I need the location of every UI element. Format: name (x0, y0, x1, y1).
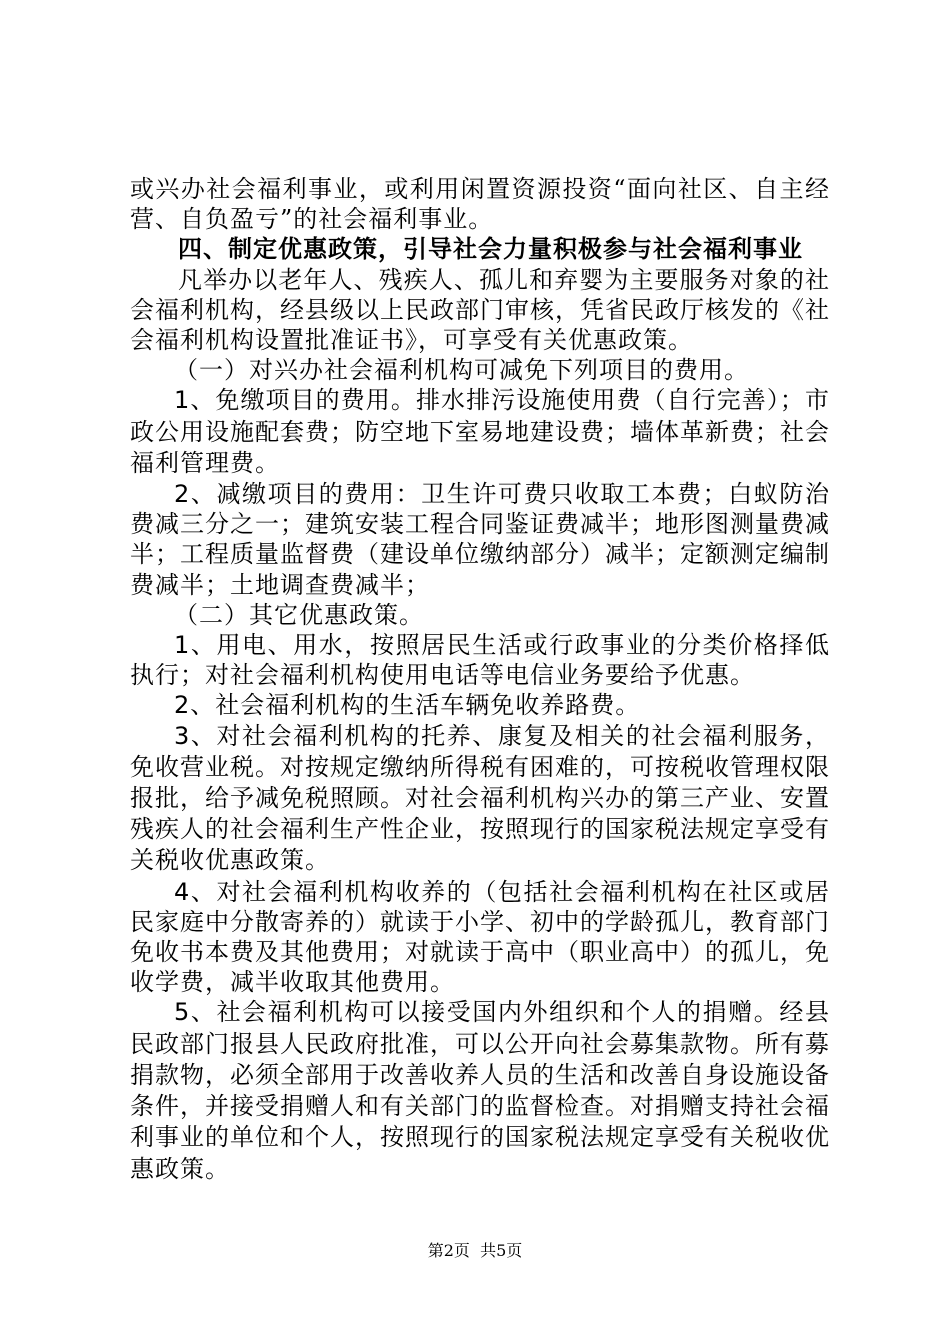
paragraph-text: 2、减缴项目的费用：卫生许可费只收取工本费；白蚁防治费减三分之一；建筑安装工程合同鉴证费减半；地形图测量费减半；工程质量监督费（建设单位缴纳部分）减半；定额测定编制费减半；土地调查费减半； (130, 480, 830, 599)
section-heading-4 (130, 234, 830, 264)
paragraph-tax (130, 721, 830, 877)
subsection-heading-1 (130, 355, 830, 385)
subsection-heading-2 (130, 600, 830, 630)
paragraph-text: 对按规定缴纳所得税有困难的，可按税收管理权限报批，给予减免税照顾。对社会福利机构兴办的第三产业、安置残疾人的社会福利生产性企业，按照现行的国家税法规定享受有关税收优惠政策。 (130, 752, 830, 875)
paragraph-text: 或兴办社会福利事业，或利用闲置资源投资“面向社区、自主经营、自负盈亏”的社会福利事业。 (130, 175, 830, 234)
heading-text: （二）其它优惠政策。 (174, 600, 424, 629)
paragraph-text: 1、用电、用水，按照居民生活或行政事业的分类价格择低执行；对社会福利机构使用电话等电信业务要给予优惠。 (130, 631, 830, 690)
paragraph-text: 排水排污设施使用费（自行完善）；市政公用设施配套费；防空地下室易地建设费；墙体革新费；社会福利管理费。 (130, 386, 830, 477)
item-lead: 3、对社会福利机构的托养、康复及相关的社会福利服务，免收营业税。 (130, 721, 830, 781)
paragraph-intro-continuation (130, 174, 830, 234)
paragraph-text: 2、社会福利机构的生活车辆免收养路费。 (174, 691, 641, 720)
item-lead: 1、免缴项目的费用。 (174, 386, 416, 415)
heading-text: （一）对兴办社会福利机构可减免下列项目的费用。 (174, 356, 749, 385)
paragraph-donations (130, 997, 830, 1184)
item-lead: 5、社会福利机构可以接受国内外组织和个人的捐赠。 (174, 998, 780, 1027)
paragraph-exempt-fees (130, 385, 830, 479)
paragraph-eligibility (130, 265, 830, 356)
document-body (130, 174, 830, 1185)
paragraph-reduced-fees (130, 479, 830, 600)
paragraph-text: 经县民政部门报县人民政府批准，可以公开向社会募集款物。所有募捐款物，必须全部用于改善收养人员的生活和改善自身设施设备条件，并接受捐赠人和有关部门的监督检查。对捐赠支持社会福利事业的单位和个人，按照现行的国家税法规定享受有关税收优惠政策。 (130, 998, 830, 1183)
paragraph-utilities (130, 630, 830, 690)
paragraph-vehicles (130, 690, 830, 720)
page-number-label: 第2页 共5页 (427, 1241, 523, 1260)
paragraph-text: 4、对社会福利机构收养的（包括社会福利机构在社区或居民家庭中分散寄养的）就读于小学、初中的学龄孤儿，教育部门免收书本费及其他费用；对就读于高中（职业高中）的孤儿，免收学费，减半收取其他费用。 (130, 877, 830, 997)
page-footer (0, 1238, 950, 1261)
paragraph-text: 凡举办以老年人、残疾人、孤儿和弃婴为主要服务对象的社会福利机构，经县级以上民政部门审核，凭省民政厅核发的《社会福利机构设置批准证书》，可享受有关优惠政策。 (130, 265, 830, 355)
heading-text: 四、制定优惠政策，引导社会力量积极参与社会福利事业 (178, 235, 803, 264)
paragraph-education (130, 877, 830, 998)
